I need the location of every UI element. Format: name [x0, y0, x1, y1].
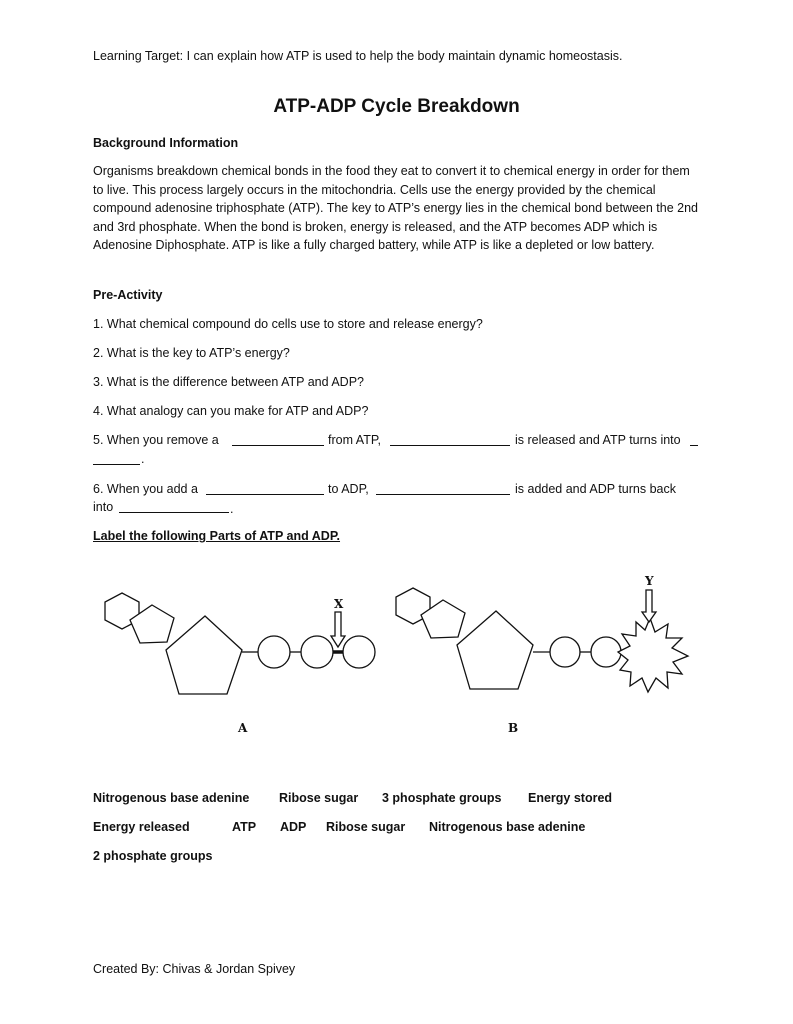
energy-burst: [618, 618, 688, 692]
question-5-part2: from ATP,: [328, 433, 382, 447]
arrow-x: [331, 612, 345, 647]
question-6-part3: is added and ADP turns back: [515, 482, 676, 496]
question-6-part2: to ADP,: [328, 482, 369, 496]
marker-y: Y: [645, 574, 654, 588]
word-bank-item: Energy stored: [528, 791, 613, 805]
q6-blank-3[interactable]: [119, 498, 229, 513]
q5-blank-1[interactable]: [232, 431, 324, 446]
q5-blank-2[interactable]: [390, 431, 510, 446]
question-3: 3. What is the difference between ATP and ADP?: [93, 375, 365, 389]
q6-blank-2[interactable]: [376, 480, 510, 495]
question-5-part3: is released and ATP turns into: [515, 433, 681, 447]
label-instruction: Label the following Parts of ATP and ADP.: [93, 529, 341, 543]
question-6-part4: into: [93, 500, 114, 514]
arrow-y: [642, 590, 656, 622]
q6-blank-1[interactable]: [206, 480, 324, 495]
word-bank-item: Nitrogenous base adenine: [429, 820, 586, 834]
question-5-part1: 5. When you remove a: [93, 433, 219, 447]
molecule-b: [396, 588, 688, 692]
label-b: B: [508, 721, 519, 735]
background-heading: Background Information: [93, 136, 239, 150]
marker-x: X: [334, 597, 344, 611]
pre-activity-heading: Pre-Activity: [93, 288, 163, 302]
question-6-part1: 6. When you add a: [93, 482, 198, 496]
phosphate-b-2: [591, 637, 621, 667]
word-bank-item: ATP: [232, 820, 257, 834]
q5-blank-3a[interactable]: [690, 431, 698, 446]
page-title: ATP-ADP Cycle Breakdown: [273, 96, 520, 117]
word-bank-item: 3 phosphate groups: [382, 791, 502, 805]
ribose-pentagon-b: [457, 611, 533, 689]
word-bank-item: Ribose sugar: [326, 820, 406, 834]
label-a: A: [238, 721, 248, 735]
word-bank-item: ADP: [280, 820, 307, 834]
background-paragraph: Organisms breakdown chemical bonds in the food they eat to convert it to chemical energy in order for them to live. This process largely occurs in the mitochondria. Cells use the energy provided by the chemical compound adenosine triphosphate (ATP). The key to ATP’s energy lies in the chemical bond between the 2nd and 3rd phosphate. When the bond is broken, energy is released, and the ATP becomes ADP which is Adenosine Diphosphate. ATP is like a fully charged battery, while ATP is like a depleted or low battery.: [93, 164, 698, 253]
question-4: 4. What analogy can you make for ATP and ADP?: [93, 404, 369, 418]
footer-credit: Created By: Chivas & Jordan Spivey: [93, 962, 296, 976]
question-1: 1. What chemical compound do cells use to store and release energy?: [93, 317, 483, 331]
q5-blank-3b[interactable]: [93, 452, 140, 465]
word-bank-item: 2 phosphate groups: [93, 849, 213, 863]
atp-adp-diagram: [0, 560, 793, 750]
learning-target: Learning Target: I can explain how ATP is used to help the body maintain dynamic homeostasis.: [93, 49, 623, 63]
question-6-end: .: [230, 502, 234, 516]
phosphate-a-1: [258, 636, 290, 668]
word-bank-item: Energy released: [93, 820, 190, 834]
word-bank-item: Nitrogenous base adenine: [93, 791, 250, 805]
question-5-end: .: [141, 452, 145, 466]
phosphate-b-1: [550, 637, 580, 667]
question-2: 2. What is the key to ATP’s energy?: [93, 346, 290, 360]
phosphate-a-3: [343, 636, 375, 668]
ribose-pentagon-a: [166, 616, 242, 694]
word-bank-item: Ribose sugar: [279, 791, 359, 805]
phosphate-a-2: [301, 636, 333, 668]
